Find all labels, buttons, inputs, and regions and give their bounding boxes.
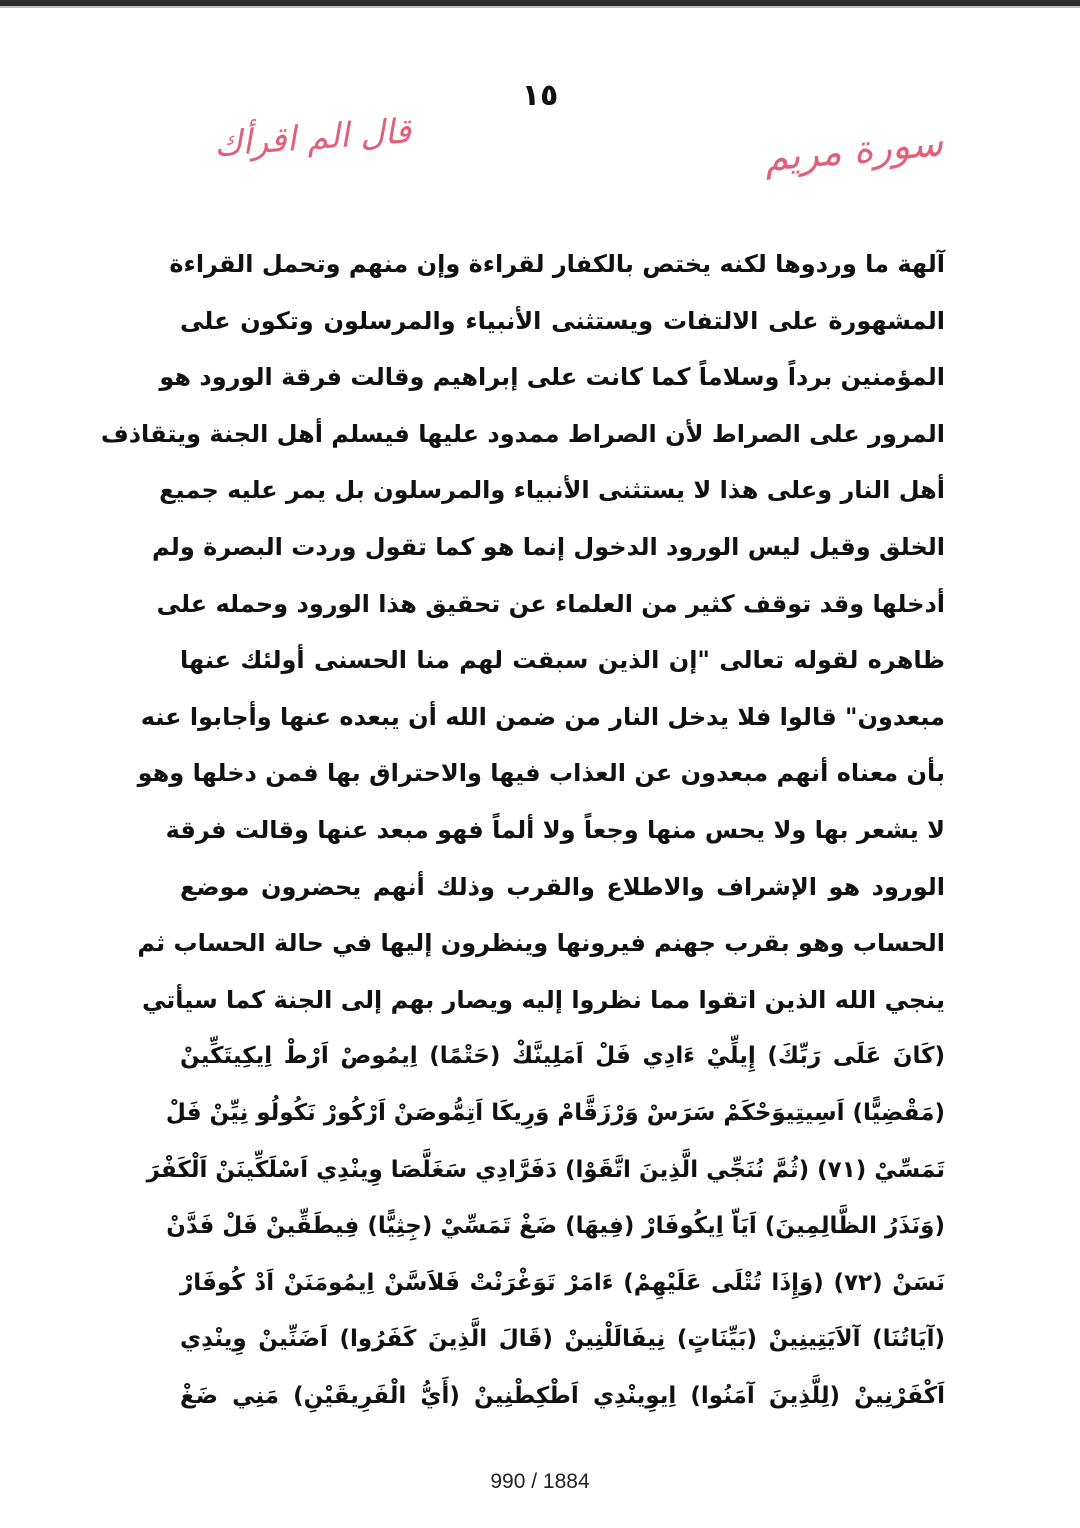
text-line: المؤمنين برداً وسلاماً كما كانت على إبراهيم وقالت فرقة الورود هو [159,363,945,392]
text-line: المرور على الصراط لأن الصراط ممدود عليها فيسلم أهل الجنة ويتقاذف [100,419,945,448]
verse-line: تَمَسِّيْ (٧١) (ثُمَّ نُنَجِّي الَّذِينَ اتَّقَوْا) دَفَرَّادِي سَغَلَّصَا وِينْدِي اَسْلَكِّينَنْ اَلْكَفْرَ [146,1156,945,1183]
text-body [100,236,945,1424]
verse-line: (مَقْضِيًّا) اَسِيتِيوَحْكَمْ سَرَسْ وَرْزَقَّامْ وَرِيكَا اَتِمُّوصَنْ اَرْكُورْ نَكُولُو نِيِّنْ فَلْ [165,1099,945,1126]
text-line: الحساب وهو بقرب جهنم فيرونها وينظرون إليها في حالة الحساب ثم [137,929,945,958]
verse-line: (كَانَ عَلَى رَبِّكَ) إِيلِّيْ ءَادِي فَلْ اَمَلِينَّكْ (حَتْمًا) اِيمُوصْ اَرْطْ اِيكِيتَكِّينْ [180,1043,945,1070]
text-line: ظاهره لقوله تعالى "إن الذين سبقت لهم منا الحسنى أولئك عنها [180,646,945,675]
text-line: مبعدون" قالوا فلا يدخل النار من ضمن الله أن يبعده عنها وأجابوا عنه [140,702,945,731]
verse-line: (آيَاتُنَا) آلاَيَتِينِينْ (بَيِّنَاتٍ) نِيفَالَلْنِينْ (قَالَ الَّذِينَ كَفَرُوا) اَضَنِّينْ وِينْدِي [180,1326,945,1353]
page-number: ١٥ [521,78,559,113]
text-line: ينجي الله الذين اتقوا مما نظروا إليه ويصار بهم إلى الجنة كما سيأتي [141,985,945,1014]
top-border-shadow [0,6,1080,8]
text-line: لا يشعر بها ولا يحس منها وجعاً ولا ألماً فهو مبعد عنها وقالت فرقة [165,815,945,844]
text-line: أدخلها وقد توقف كثير من العلماء عن تحقيق هذا الورود وحمله على [156,589,945,618]
pagination-indicator: 990 / 1884 [490,1470,590,1493]
verse-line: اَكْفَرْنِينْ (لِلَّذِينَ آمَنُوا) اِيوِينْدِي اَطْكِطْنِينْ (أَيُّ الْفَرِيقَيْنِ) مَنِي ضَغْ [180,1382,945,1409]
handwritten-surah-title: سورة مريم [762,120,945,180]
text-line: آلهة ما وردوها لكنه يختص بالكفار لقراءة وإن منهم وتحمل القراءة [169,250,945,278]
verse-line: (وَنَذَرُ الظَّالِمِينَ) اَيَاّ اِيكُوفَارْ (فِيهَا) ضَغْ تَمَسِّيْ (جِثِيًّا) فِيطَقِّينْ فَلْ فَدَّنْ [166,1213,945,1240]
text-line: المشهورة على الالتفات ويستثنى الأنبياء والمرسلون وتكون على [180,306,945,335]
text-line: الورود هو الإشراف والاطلاع والقرب وذلك أنهم يحضرون موضع [180,872,945,901]
text-line: الخلق وقيل ليس الورود الدخول إنما هو كما تقول وردت البصرة ولم [151,532,945,561]
text-line: بأن معناه أنهم مبعدون عن العذاب فيها والاحتراق بها فمن دخلها وهو [137,759,945,788]
verse-line: نَسَنْ (٧٢) (وَإِذَا تُتْلَى عَلَيْهِمْ) ءَامَرْ تَوَغْرَنْتْ فَلاَسَّنْ اِيمُومَنَنْ اَدْ كُوفَارْ [180,1269,945,1296]
text-line: أهل النار وعلى هذا لا يستثنى الأنبياء والمرسلون بل يمر عليه جميع [159,476,945,505]
handwritten-note-left: قال الم اقرأك [212,111,413,165]
